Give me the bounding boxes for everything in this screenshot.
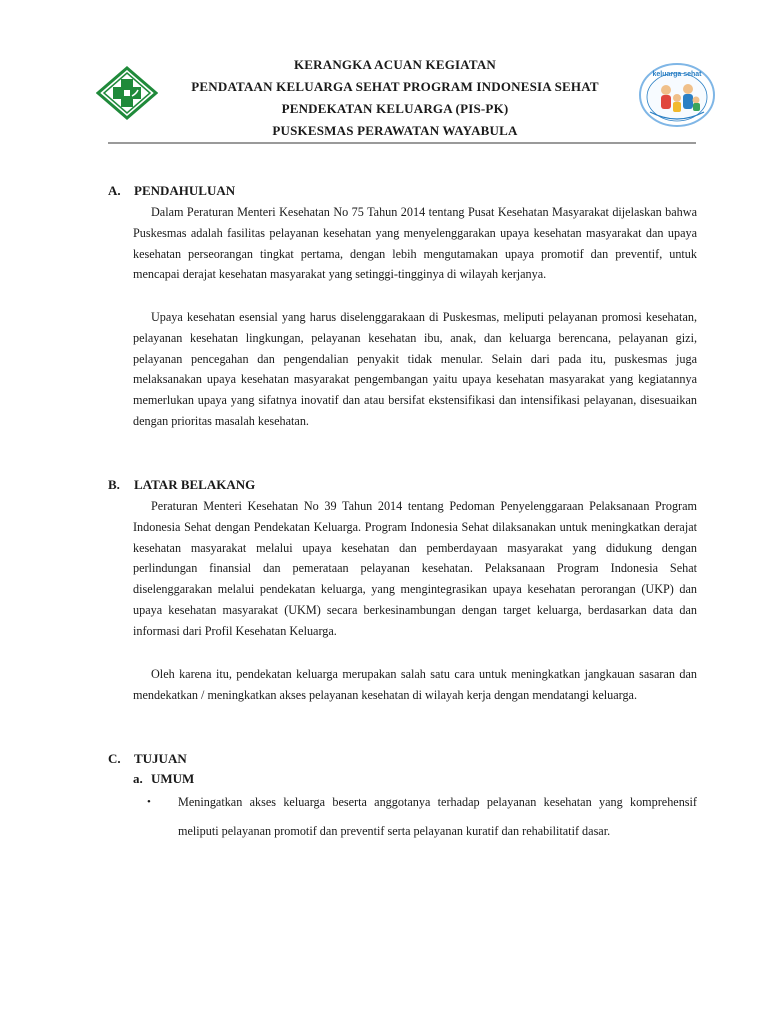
section-c-title: TUJUAN (134, 751, 187, 766)
section-c-letter: C. (108, 751, 121, 766)
header-line-3: PENDEKATAN KELUARGA (PIS-PK) (281, 101, 509, 116)
section-a-heading (108, 182, 235, 200)
section-a-title: PENDAHULUAN (134, 183, 236, 198)
section-a-paragraph-1: Dalam Peraturan Menteri Kesehatan No 75 Tahun 2014 tentang Pusat Kesehatan Masyarakat dijelaskan bahwa Puskesmas adalah fasilitas pelayanan kesehatan yang menyelenggarakan upaya kesehatan masyarakat dan upaya kesehatan perseorangan tingkat pertama, dengan lebih mengutamakan upaya promotif dan preventif, untuk mencapai derajat kesehatan masyarakat yang setinggi-tingginya di wilayah kerjanya. (133, 205, 697, 282)
document-header (160, 54, 630, 142)
header-line-4: PUSKESMAS PERAWATAN WAYABULA (272, 123, 518, 138)
section-c-sub-title: UMUM (151, 771, 195, 786)
section-a-letter: A. (108, 183, 121, 198)
section-c-bullet-1: Meningatkan akses keluarga beserta anggotanya terhadap pelayanan kesehatan yang komprehensif meliputi pelayanan promotif dan preventif serta pelayanan kuratif dan rehabilitatif dasar. (178, 795, 697, 838)
header-divider (108, 142, 696, 144)
header-line-2: PENDATAAN KELUARGA SEHAT PROGRAM INDONESIA SEHAT (191, 79, 599, 94)
bullet-icon: • (147, 796, 151, 808)
keluarga-sehat-logo-icon (638, 62, 716, 128)
svg-text:keluarga sehat: keluarga sehat (652, 71, 702, 78)
puskesmas-cross-logo-icon (96, 66, 158, 120)
section-c-subheading (133, 770, 194, 788)
section-c-heading (108, 750, 187, 768)
section-c-sub-letter: a. (133, 771, 143, 786)
section-b-title: LATAR BELAKANG (134, 477, 256, 492)
header-line-1: KERANGKA ACUAN KEGIATAN (293, 57, 497, 72)
section-b-paragraph-2: Oleh karena itu, pendekatan keluarga merupakan salah satu cara untuk meningkatkan jangkauan sasaran dan mendekatkan / meningkatkan akses pelayanan kesehatan di wilayah kerja dengan mendatangi keluarga. (133, 667, 697, 702)
section-b-letter: B. (108, 477, 120, 492)
section-b-heading (108, 476, 255, 494)
section-a-paragraph-2: Upaya kesehatan esensial yang harus diselenggarakaan di Puskesmas, meliputi pelayanan promosi kesehatan, pelayanan kesehatan lingkungan, pelayanan kesehatan ibu, anak, dan keluarga berencana, pelayanan gizi, pelayanan pencegahan dan pengendalian penyakit tidak menular. Selain dari pada itu, puskesmas juga melaksanakan upaya kesehatan masyarakat pengembangan yaitu upaya kesehatan masyarakat yang kegiatannya memerlukan upaya yang sifatnya inovatif dan atau bersifat ekstensifikasi dan intensifikasi pelayanan, disesuaikan dengan prioritas masalah kesehatan. (133, 310, 697, 428)
section-b-paragraph-1: Peraturan Menteri Kesehatan No 39 Tahun 2014 tentang Pedoman Penyelenggaraan Pelaksanaan Program Indonesia Sehat dengan Pendekatan Keluarga. Program Indonesia Sehat dilaksanakan untuk meningkatkan derajat kesehatan masyarakat melalui upaya kesehatan dan pemberdayaan masyarakat yang didukung dengan perlindungan finansial dan pemerataan pelayanan kesehatan. Pelaksanaan Program Indonesia Sehat diselenggarakan melalui pendekatan keluarga, yang mengintegrasikan upaya kesehatan perorangan (UKP) dan upaya kesehatan masyarakat (UKM) secara berkesinambungan dengan target keluarga, berdasarkan data dan informasi dari Profil Kesehatan Keluarga. (133, 499, 697, 638)
